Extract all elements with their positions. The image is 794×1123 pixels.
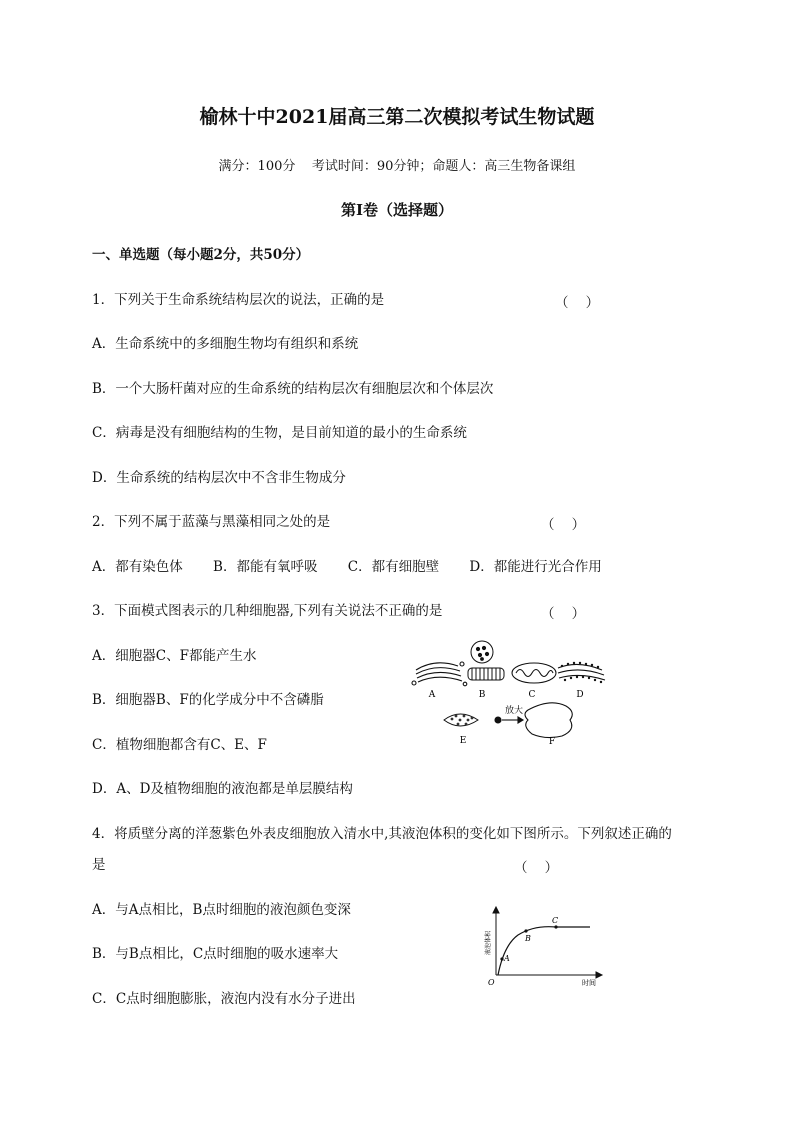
question-4-option-c: C．C点时细胞膨胀，液泡内没有水分子进出 [92, 991, 356, 1007]
question-4-stem-line2: 是 [92, 857, 106, 873]
figure-label-d: D [576, 690, 584, 700]
figure-label-e: E [459, 736, 467, 746]
volume-curve [498, 927, 590, 975]
question-4-option-b: B．与B点相比，C点时细胞的吸水速率大 [92, 946, 339, 962]
point-b-label: B [525, 934, 531, 943]
x-axis-arrow [596, 972, 602, 978]
vacuole-volume-graph [478, 905, 613, 990]
point-a-label: A [504, 954, 510, 963]
point-c-marker [554, 925, 557, 928]
question-3-option-c: C．植物细胞都含有C、E、F [92, 737, 267, 753]
part-heading: 第I卷（选择题） [340, 201, 454, 219]
question-2-option-b: B．都能有氧呼吸 [213, 559, 318, 575]
exam-title: 榆林十中2021届高三第二次模拟考试生物试题 [199, 106, 595, 128]
enlarge-label: 放大 [504, 706, 524, 716]
organelle-b-drawing [468, 641, 504, 680]
question-4-answer-bracket: （ ） [514, 860, 559, 876]
question-3-option-a: A．细胞器C、F都能产生水 [92, 648, 257, 664]
question-4-option-a: A．与A点相比，B点时细胞的液泡颜色变深 [92, 902, 351, 918]
question-1-option-d: D．生命系统的结构层次中不含非生物成分 [92, 470, 346, 486]
question-3-option-d: D．A、D及植物细胞的液泡都是单层膜结构 [92, 781, 353, 797]
origin-label: O [488, 978, 495, 987]
question-2-option-a: A．都有染色体 [92, 559, 183, 575]
organelle-figure [410, 640, 615, 750]
question-2-options-row [92, 558, 628, 576]
question-3-stem: 3．下面模式图表示的几种细胞器,下列有关说法不正确的是 [92, 603, 443, 619]
chloroplast-drawing [444, 714, 478, 726]
figure-label-c: C [528, 690, 536, 700]
section-heading: 一、单选题（每小题2分，共50分） [92, 247, 310, 263]
rough-er-drawing [558, 662, 605, 683]
question-2-option-d: D．都能进行光合作用 [469, 559, 602, 575]
question-1-option-a: A．生命系统中的多细胞生物均有组织和系统 [92, 336, 359, 352]
question-4-stem-line1: 4．将质壁分离的洋葱紫色外表皮细胞放入清水中,其液泡体积的变化如下图所示。下列叙述正确的 [92, 826, 672, 842]
figure-label-a: A [428, 690, 436, 700]
y-axis-label: 液泡体积 [485, 930, 492, 956]
question-1-option-b: B．一个大肠杆菌对应的生命系统的结构层次有细胞层次和个体层次 [92, 381, 494, 397]
question-3-answer-bracket: （ ） [541, 606, 586, 622]
point-c-label: C [552, 916, 559, 925]
enlarge-arrow [495, 717, 523, 723]
point-b-marker [524, 929, 527, 932]
mitochondrion-drawing [512, 663, 556, 683]
question-2-stem: 2．下列不属于蓝藻与黑藻相同之处的是 [92, 514, 331, 530]
ribosome-drawing [525, 703, 572, 738]
question-1-answer-bracket: （ ） [555, 295, 600, 311]
golgi-apparatus-drawing [412, 662, 467, 686]
x-axis-label: 时间 [582, 979, 596, 987]
figure-label-f: F [548, 737, 556, 747]
question-3-option-b: B．细胞器B、F的化学成分中不含磷脂 [92, 692, 324, 708]
question-1-option-c: C．病毒是没有细胞结构的生物，是目前知道的最小的生命系统 [92, 425, 467, 441]
question-2-option-c: C．都有细胞壁 [347, 559, 440, 575]
exam-info: 满分：100分 考试时间：90分钟；命题人：高三生物备课组 [218, 159, 576, 174]
question-2-answer-bracket: （ ） [541, 517, 586, 533]
figure-label-b: B [478, 690, 486, 700]
question-1-stem: 1．下列关于生命系统结构层次的说法，正确的是 [92, 292, 385, 308]
y-axis-arrow [493, 907, 499, 913]
